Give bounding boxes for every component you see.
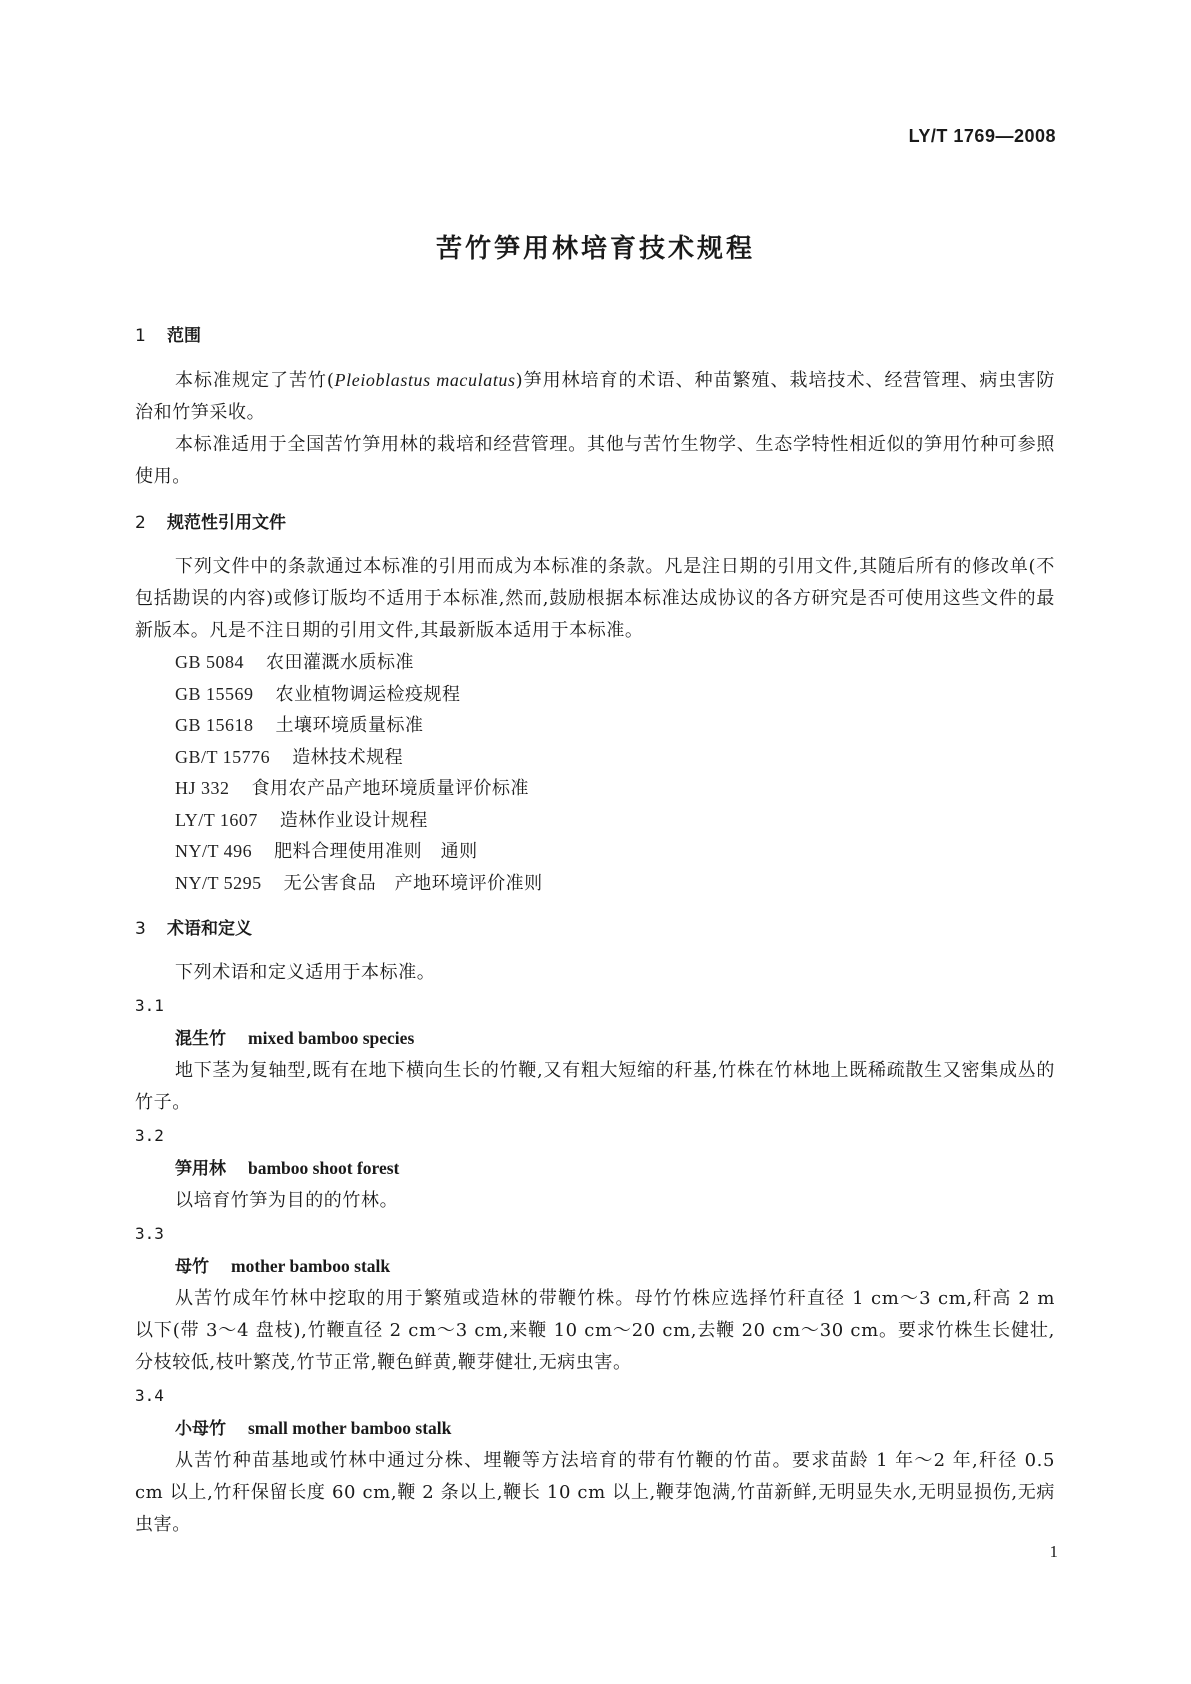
term-name [135, 1152, 1055, 1185]
reference-code: GB 15569 [175, 683, 254, 704]
reference-title: 肥料合理使用准则 通则 [274, 841, 478, 862]
reference-title: 无公害食品 产地环境评价准则 [283, 872, 543, 894]
section-normative-references [135, 507, 1055, 899]
text-run: 本标准规定了苦竹( [175, 370, 335, 391]
reference-title: 农田灌溉水质标准 [266, 652, 415, 673]
reference-item [135, 836, 1055, 868]
section-title: 规范性引用文件 [167, 513, 286, 533]
term-number: 3.4 [135, 1386, 164, 1405]
term-entry [135, 1119, 1055, 1217]
term-zh: 小母竹 [175, 1419, 226, 1439]
reference-item [135, 773, 1055, 805]
document-body [135, 320, 1055, 1541]
section-title: 术语和定义 [167, 919, 252, 939]
text-run: )笋用林培育的术语、种苗繁殖、栽培技术、经营管理、病虫害防治和竹笋采收。 [135, 370, 1055, 423]
term-entry [135, 1217, 1055, 1379]
term-en: mother bamboo stalk [231, 1256, 391, 1276]
term-zh: 混生竹 [175, 1029, 226, 1049]
reference-list [135, 647, 1055, 899]
term-en: mixed bamboo species [248, 1028, 415, 1048]
reference-item [135, 868, 1055, 900]
reference-item [135, 805, 1055, 837]
section-heading [135, 913, 1055, 945]
page-number: 1 [1049, 1542, 1058, 1561]
reference-code: LY/T 1607 [175, 809, 258, 830]
term-zh: 笋用林 [175, 1159, 226, 1179]
term-definition: 从苦竹种苗基地或竹林中通过分株、埋鞭等方法培育的带有竹鞭的竹苗。要求苗龄 1 年～2 年,秆径 0.5 cm 以上,竹秆保留长度 60 cm,鞭 2 条以上,鞭长 10 cm 以上,鞭芽饱满,竹苗新鲜,无明显失水,无明显损伤,无病虫害。 [135, 1450, 1055, 1535]
term-number: 3.2 [135, 1126, 164, 1145]
reference-title: 农业植物调运检疫规程 [275, 683, 461, 705]
reference-item [135, 710, 1055, 742]
section-heading [135, 507, 1055, 539]
reference-title: 食用农产品产地环境质量评价标准 [251, 778, 530, 799]
section-number: 3 [135, 919, 146, 939]
paragraph: 下列文件中的条款通过本标准的引用而成为本标准的条款。凡是注日期的引用文件,其随后所有的修改单(不包括勘误的内容)或修订版均不适用于本标准,然而,鼓励根据本标准达成协议的各方研究是否可使用这些文件的最新版本。凡是不注日期的引用文件,其最新版本适用于本标准。 [135, 556, 1055, 641]
section-heading [135, 320, 1055, 352]
reference-code: GB 15618 [175, 715, 254, 735]
reference-code: GB 5084 [175, 652, 245, 672]
term-en: small mother bamboo stalk [248, 1418, 452, 1438]
reference-code: HJ 332 [175, 778, 230, 798]
term-name [135, 1412, 1055, 1445]
standard-number: LY/T 1769—2008 [908, 126, 1056, 146]
term-en: bamboo shoot forest [248, 1158, 400, 1178]
term-name [135, 1250, 1055, 1283]
section-number: 2 [135, 513, 146, 533]
section-terms-definitions [135, 913, 1055, 1541]
section-scope [135, 320, 1055, 493]
term-definition: 以培育竹笋为目的的竹林。 [175, 1190, 399, 1211]
term-entry [135, 989, 1055, 1119]
reference-item [135, 679, 1055, 711]
term-number: 3.3 [135, 1224, 164, 1243]
paragraph: 本标准适用于全国苦竹笋用林的栽培和经营管理。其他与苦竹生物学、生态学特性相近似的笋用竹种可参照使用。 [135, 434, 1055, 487]
reference-code: NY/T 5295 [175, 872, 262, 893]
term-entry [135, 1379, 1055, 1541]
term-name [135, 1022, 1055, 1055]
paragraph: 下列术语和定义适用于本标准。 [175, 962, 436, 983]
reference-item [135, 647, 1055, 679]
latin-name: Pleioblastus maculatus [334, 370, 516, 390]
term-definition: 从苦竹成年竹林中挖取的用于繁殖或造林的带鞭竹株。母竹竹株应选择竹秆直径 1 cm～3 cm,秆高 2 m 以下(带 3～4 盘枝),竹鞭直径 2 cm～3 cm,来鞭 10 cm～20 cm,去鞭 20 cm～30 cm。要求竹株生长健壮,分枝较低,枝叶繁茂,竹节正常,鞭色鲜黄,鞭芽健壮,无病虫害。 [135, 1288, 1055, 1373]
paragraph [135, 364, 1055, 429]
reference-title: 造林技术规程 [292, 746, 404, 768]
reference-code: GB/T 15776 [175, 746, 271, 767]
reference-item [135, 742, 1055, 774]
reference-title: 造林作业设计规程 [279, 809, 428, 831]
term-definition: 地下茎为复轴型,既有在地下横向生长的竹鞭,又有粗大短缩的秆基,竹株在竹林地上既稀疏散生又密集成丛的竹子。 [135, 1060, 1055, 1113]
reference-title: 土壤环境质量标准 [275, 715, 424, 736]
document-title: 苦竹笋用林培育技术规程 [435, 234, 755, 264]
term-number: 3.1 [135, 996, 164, 1015]
reference-code: NY/T 496 [175, 841, 253, 861]
section-title: 范围 [167, 326, 201, 346]
section-number: 1 [135, 326, 146, 346]
term-zh: 母竹 [175, 1257, 209, 1277]
